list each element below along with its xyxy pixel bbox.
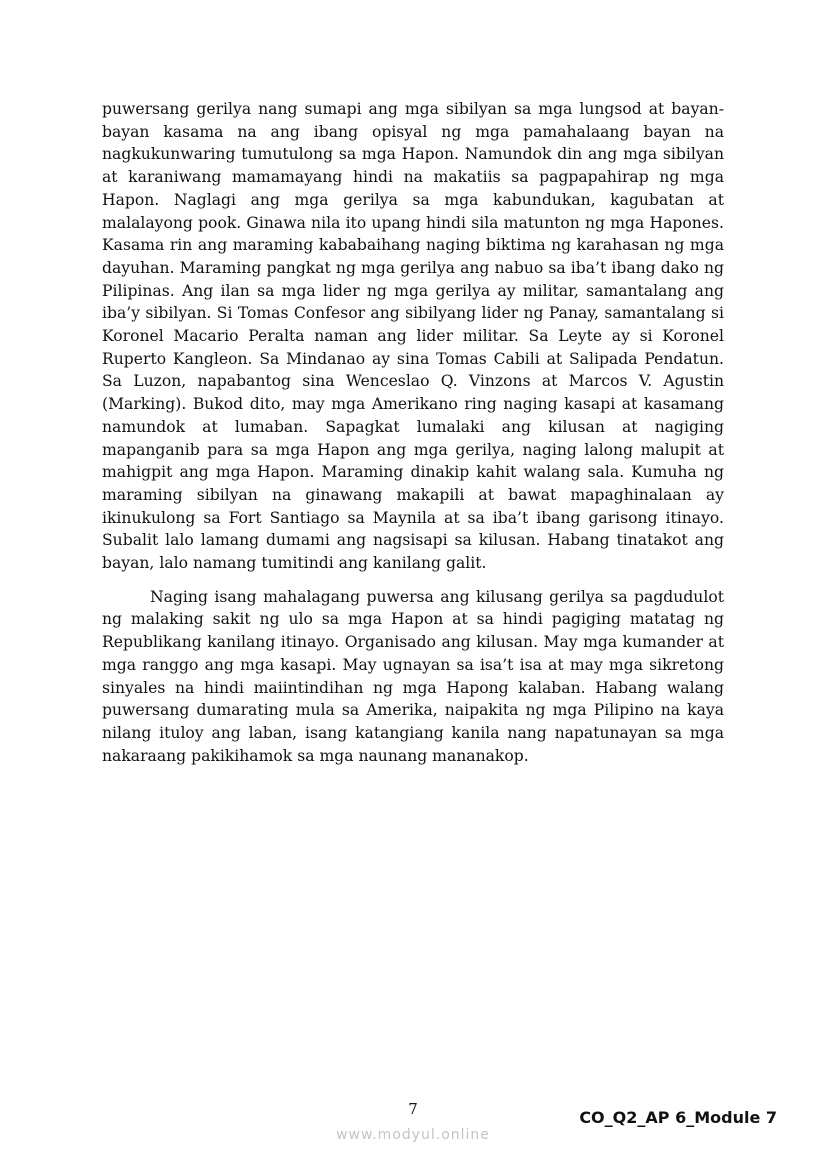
watermark: www.modyul.online: [336, 1127, 490, 1143]
paragraph-2: Naging isang mahalagang puwersa ang kilusang gerilya sa pagdudulot ng malaking sakit ng ulo sa mga Hapon at sa hindi pagiging matatag ng Republikang kanilang itinayo. Organisado ang kilusan. May mga kumander at mga ranggo ang mga kasapi. May ugnayan sa isa’t isa at may mga sikretong sinyales na hindi maiintindihan ng mga Hapong kalaban. Habang walang puwersang dumarating mula sa Amerika, naipakita ng mga Pilipino na kaya nilang ituloy ang laban, isang katangiang kanila nang napatunayan sa mga nakaraang pakikihamok sa mga naunang mananakop.: [102, 587, 724, 765]
page-number: 7: [408, 1100, 418, 1118]
body-text: [102, 98, 724, 767]
module-code: CO_Q2_AP 6_Module 7: [579, 1108, 777, 1127]
paragraph-1: puwersang gerilya nang sumapi ang mga sibilyan sa mga lungsod at bayan-bayan kasama na ang ibang opisyal ng mga pamahalaang bayan na nagkukunwaring tumutulong sa mga Hapon. Namundok din ang mga sibilyan at karaniwang mamamayang hindi na makatiis sa pagpapahirap ng mga Hapon. Naglagi ang mga gerilya sa mga kabundukan, kagubatan at malalayong pook. Ginawa nila ito upang hindi sila matunton ng mga Hapones. Kasama rin ang maraming kababaihang naging biktima ng karahasan ng mga dayuhan. Maraming pangkat ng mga gerilya ang nabuo sa iba’t ibang dako ng Pilipinas. Ang ilan sa mga lider ng mga gerilya ay militar, samantalang ang iba’y sibilyan. Si Tomas Confesor ang sibilyang lider ng Panay, samantalang si Koronel Macario Peralta naman ang lider militar. Sa Leyte ay si Koronel Ruperto Kangleon. Sa Mindanao ay sina Tomas Cabili at Salipada Pendatun. Sa Luzon, napabantog sina Wenceslao Q. Vinzons at Marcos V. Agustin (Marking). Bukod dito, may mga Amerikano ring naging kasapi at kasamang namundok at lumaban. Sapagkat lumalaki ang kilusan at nagiging mapanganib para sa mga Hapon ang mga gerilya, naging lalong malupit at mahigpit ang mga Hapon. Maraming dinakip kahit walang sala. Kumuha ng maraming sibilyan na ginawang makapili at bawat mapaghinalaan ay ikinukulong sa Fort Santiago sa Maynila at sa iba’t ibang garisong itinayo. Subalit lalo lamang dumami ang nagsisapi sa kilusan. Habang tinatakot ang bayan, lalo namang tumitindi ang kanilang galit.: [102, 100, 724, 573]
